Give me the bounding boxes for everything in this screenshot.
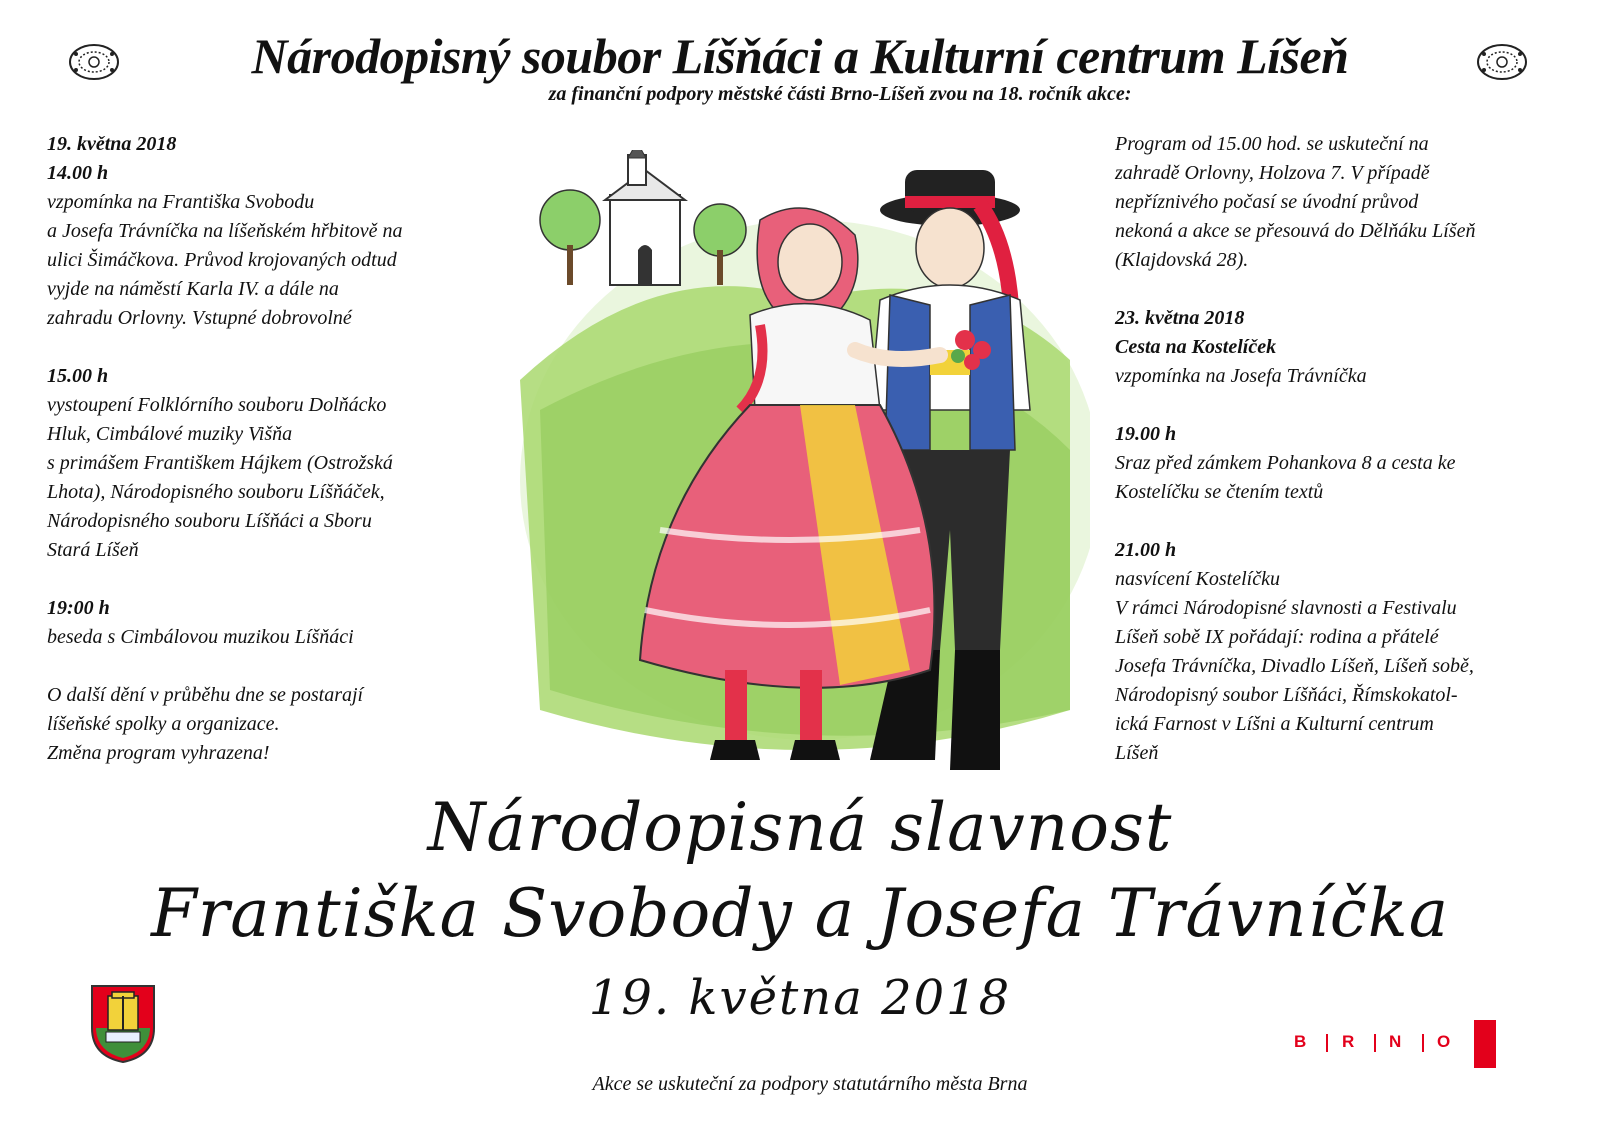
event-text-line: ulici Šimáčkova. Průvod krojovaných odtud: [47, 249, 397, 271]
brno-logo-divider: [1326, 1034, 1328, 1052]
event-text-line: a Josefa Trávníčka na líšeňském hřbitově na: [47, 220, 403, 242]
event-text-line: Změna program vyhrazena!: [47, 742, 270, 764]
program-block-21h: [1115, 536, 1585, 768]
event-text-line: Líšeň: [1115, 742, 1159, 764]
program-block-15h: [47, 362, 487, 565]
event-text-line: Lhota), Národopisného souboru Líšňáček,: [47, 481, 385, 503]
event-text-line: vzpomínka na Františka Svobodu: [47, 191, 315, 213]
program-block-19h: [47, 594, 487, 652]
event-text-line: (Klajdovská 28).: [1115, 249, 1249, 271]
event-title-line1: Národopisná slavnost: [427, 789, 1173, 866]
event-text-line: nekoná a akce se přesouvá do Dělňáku Líšeň: [1115, 220, 1476, 242]
event-title-date: 19. května 2018: [588, 970, 1012, 1026]
event-text-line: s primášem Františkem Hájkem (Ostrožská: [47, 452, 393, 474]
event-time: 21.00 h: [1115, 539, 1177, 561]
event-text-line: V rámci Národopisné slavnosti a Festivalu: [1115, 597, 1457, 619]
event-text-line: Národopisného souboru Líšňáci a Sboru: [47, 510, 372, 532]
event-text-line: Hluk, Cimbálové muziky Višňa: [47, 423, 293, 445]
event-title-line2: Františka Svobody a Josefa Trávníčka: [150, 875, 1450, 952]
event-text-line: Líšeň sobě IX pořádají: rodina a přátelé: [1115, 626, 1439, 648]
event-text-line: O další dění v průběhu dne se postarají: [47, 684, 364, 706]
brno-logo-letter: N: [1389, 1032, 1403, 1051]
page-title: Národopisný soubor Líšňáci a Kulturní centrum Líšeň: [251, 28, 1349, 84]
event-text-line: líšeňské spolky a organizace.: [47, 713, 280, 735]
page-subtitle: za finanční podpory městské části Brno-Líšeň zvou na 18. ročník akce:: [548, 83, 1132, 105]
event-text-line: Národopisný soubor Líšňáci, Římskokatol-: [1115, 684, 1458, 706]
event-date: 23. května 2018: [1115, 307, 1245, 329]
brno-logo-bar: [1474, 1020, 1496, 1068]
event-text-line: zahradu Orlovny. Vstupné dobrovolné: [47, 307, 352, 329]
program-block-19h-right: [1115, 420, 1585, 507]
event-date: 19. května 2018: [47, 133, 177, 155]
brno-logo-letter: R: [1342, 1032, 1356, 1051]
event-time: 15.00 h: [47, 365, 109, 387]
event-text-line: Josefa Trávníčka, Divadlo Líšeň, Líšeň sobě,: [1115, 655, 1474, 677]
event-text-line: beseda s Cimbálovou muzikou Líšňáci: [47, 626, 354, 648]
event-text-line: nasvícení Kostelíčku: [1115, 568, 1280, 590]
brno-logo-letter: B: [1294, 1032, 1308, 1051]
event-text-line: zahradě Orlovny, Holzova 7. V případě: [1115, 162, 1430, 184]
event-text-line: Stará Líšeň: [47, 539, 139, 561]
program-block-note: [47, 681, 487, 768]
event-text-line: ická Farnost v Líšni a Kulturní centrum: [1115, 713, 1434, 735]
event-time: 14.00 h: [47, 162, 109, 184]
event-text-line: Sraz před zámkem Pohankova 8 a cesta ke: [1115, 452, 1456, 474]
program-block-14h: [47, 130, 487, 333]
brno-logo-divider: [1422, 1034, 1424, 1052]
brno-city-logo: [1288, 1020, 1518, 1072]
program-block-kostelicek: [1115, 304, 1585, 391]
lisen-coat-of-arms-icon: [88, 982, 158, 1066]
event-subtitle: Cesta na Kostelíček: [1115, 336, 1277, 358]
event-text-line: vzpomínka na Josefa Trávníčka: [1115, 365, 1367, 387]
event-text-line: Program od 15.00 hod. se uskuteční na: [1115, 133, 1429, 155]
event-text-line: vystoupení Folklórního souboru Dolňácko: [47, 394, 387, 416]
brno-logo-letter: O: [1437, 1032, 1452, 1051]
program-left-column: [47, 130, 487, 797]
program-block-location: [1115, 130, 1585, 275]
brno-logo-divider: [1374, 1034, 1376, 1052]
folk-dancing-couple-illustration: [510, 150, 1090, 800]
event-text-line: vyjde na náměstí Karla IV. a dále na: [47, 278, 339, 300]
event-text-line: Kostelíčku se čtením textů: [1115, 481, 1324, 503]
program-right-column: [1115, 130, 1585, 797]
event-time: 19:00 h: [47, 597, 110, 619]
support-note: Akce se uskuteční za podpory statutárního města Brna: [592, 1073, 1028, 1095]
event-time: 19.00 h: [1115, 423, 1177, 445]
event-text-line: nepříznivého počasí se úvodní průvod: [1115, 191, 1419, 213]
